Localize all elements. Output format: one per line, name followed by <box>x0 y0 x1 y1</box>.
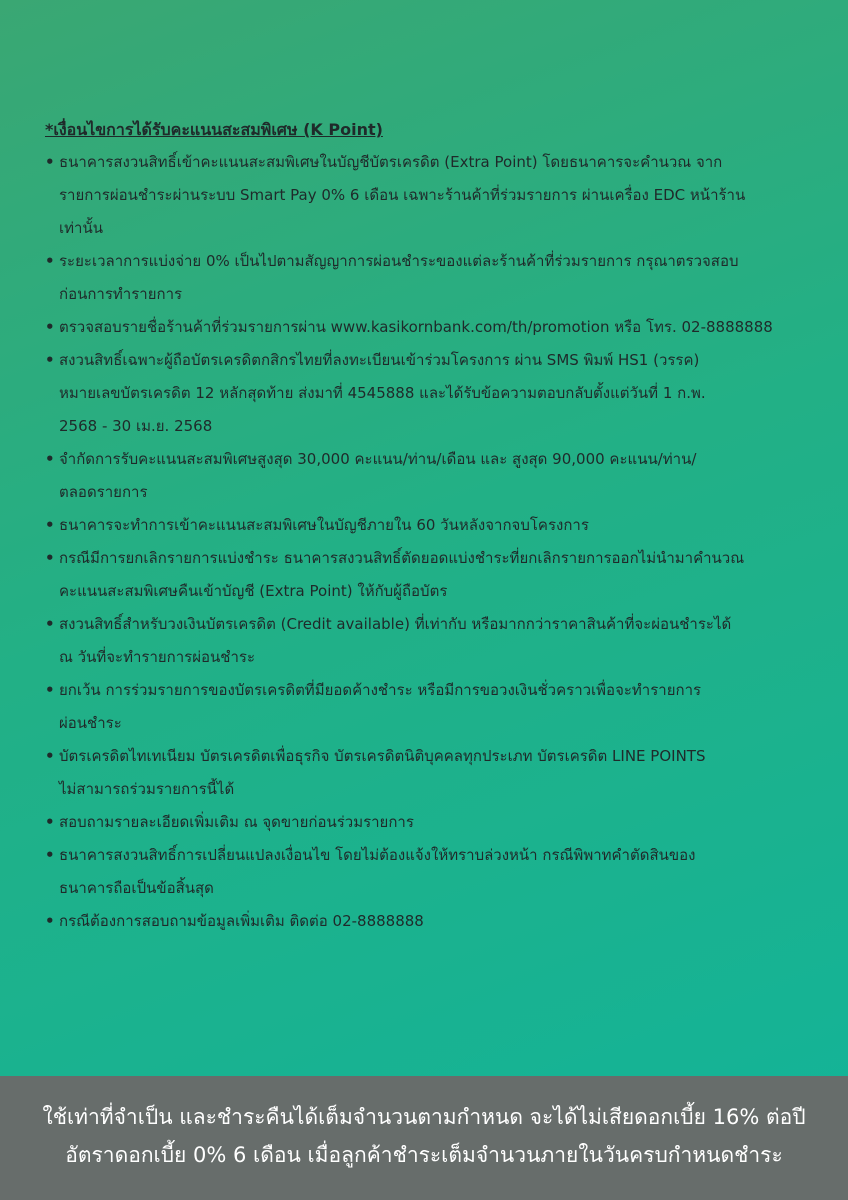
footer-line-interest-warning: ใช้เท่าที่จำเป็น และชำระคืนได้เต็มจำนวนตามกำหนด จะได้ไม่เสียดอกเบี้ย 16% ต่อปี <box>42 1105 806 1129</box>
condition-line: • บัตรเครดิตไทเทเนียม บัตรเครดิตเพื่อธุรกิจ บัตรเครดิตนิติบุคคลทุกประเภท บัตรเครดิต LINE POINTS <box>59 747 706 765</box>
condition-item <box>45 146 810 245</box>
condition-line: ก่อนการทำรายการ <box>59 285 183 303</box>
condition-line: • ระยะเวลาการแบ่งจ่าย 0% เป็นไปตามสัญญาการผ่อนชำระของแต่ละร้านค้าที่ร่วมรายการ กรุณาตรวจสอบ <box>59 252 739 270</box>
condition-line: ตลอดรายการ <box>59 483 148 501</box>
condition-item <box>45 674 810 740</box>
condition-line: • สอบถามรายละเอียดเพิ่มเติม ณ จุดขายก่อนร่วมรายการ <box>59 813 414 831</box>
condition-line: • กรณีมีการยกเลิกรายการแบ่งชำระ ธนาคารสงวนสิทธิ์ตัดยอดแบ่งชำระที่ยกเลิกรายการออกไม่นำมาคำนวณ <box>59 549 745 567</box>
condition-line: • ตรวจสอบรายชื่อร้านค้าที่ร่วมรายการผ่าน www.kasikornbank.com/th/promotion หรือ โทร. 02-8888888 <box>59 318 773 336</box>
condition-line: • กรณีต้องการสอบถามข้อมูลเพิ่มเติม ติดต่อ 02-8888888 <box>59 912 424 930</box>
footer-line-zero-percent: อัตราดอกเบี้ย 0% 6 เดือน เมื่อลูกค้าชำระเต็มจำนวนภายในวันครบกำหนดชำระ <box>65 1143 783 1167</box>
condition-line: ธนาคารถือเป็นข้อสิ้นสุด <box>59 879 214 897</box>
conditions-title: *เงื่อนไขการได้รับคะแนนสะสมพิเศษ (K Point) <box>45 120 383 139</box>
condition-item <box>45 245 810 311</box>
condition-line: หมายเลขบัตรเครดิต 12 หลักสุดท้าย ส่งมาที่ 4545888 และได้รับข้อความตอบกลับตั้งแต่วันที่ 1 ก.พ. <box>59 384 706 402</box>
condition-line: 2568 - 30 เม.ย. 2568 <box>59 417 213 435</box>
condition-item <box>45 740 810 806</box>
condition-line: • ธนาคารสงวนสิทธิ์เข้าคะแนนสะสมพิเศษในบัญชีบัตรเครดิต (Extra Point) โดยธนาคารจะคำนวณ จาก <box>59 153 723 171</box>
condition-line: คะแนนสะสมพิเศษคืนเข้าบัญชี (Extra Point) ให้กับผู้ถือบัตร <box>59 582 448 600</box>
condition-line: ณ วันที่จะทำรายการผ่อนชำระ <box>59 648 256 666</box>
condition-item <box>45 542 810 608</box>
conditions-list <box>45 146 810 938</box>
condition-item <box>45 839 810 905</box>
conditions-section <box>45 118 810 938</box>
condition-line: • ธนาคารจะทำการเข้าคะแนนสะสมพิเศษในบัญชีภายใน 60 วันหลังจากจบโครงการ <box>59 516 589 534</box>
condition-line: • ยกเว้น การร่วมรายการของบัตรเครดิตที่มียอดค้างชำระ หรือมีการขอวงเงินชั่วคราวเพื่อจะทำรายการ <box>59 681 702 699</box>
condition-item <box>45 344 810 443</box>
condition-line: • จำกัดการรับคะแนนสะสมพิเศษสูงสุด 30,000 คะแนน/ท่าน/เดือน และ สูงสุด 90,000 คะแนน/ท่าน/ <box>59 450 697 468</box>
condition-line: เท่านั้น <box>59 219 103 237</box>
condition-item <box>45 608 810 674</box>
condition-item <box>45 509 810 542</box>
condition-item <box>45 905 810 938</box>
condition-line: • ธนาคารสงวนสิทธิ์การเปลี่ยนแปลงเงื่อนไข โดยไม่ต้องแจ้งให้ทราบล่วงหน้า กรณีพิพาทคำตัดสินของ <box>59 846 696 864</box>
condition-line: ไม่สามารถร่วมรายการนี้ได้ <box>59 780 235 798</box>
condition-item <box>45 443 810 509</box>
footer-disclaimer <box>0 1076 848 1200</box>
condition-line: • สงวนสิทธิ์เฉพาะผู้ถือบัตรเครดิตกสิกรไทยที่ลงทะเบียนเข้าร่วมโครงการ ผ่าน SMS พิมพ์ HS1 (วรรค) <box>59 351 700 369</box>
condition-line: • สงวนสิทธิ์สำหรับวงเงินบัตรเครดิต (Credit available) ที่เท่ากับ หรือมากกว่าราคาสินค้าที่จะผ่อนชำระได้ <box>59 615 732 633</box>
condition-item <box>45 806 810 839</box>
condition-item <box>45 311 810 344</box>
condition-line: ผ่อนชำระ <box>59 714 122 732</box>
condition-line: รายการผ่อนชำระผ่านระบบ Smart Pay 0% 6 เดือน เฉพาะร้านค้าที่ร่วมรายการ ผ่านเครื่อง EDC หน้าร้าน <box>59 186 746 204</box>
